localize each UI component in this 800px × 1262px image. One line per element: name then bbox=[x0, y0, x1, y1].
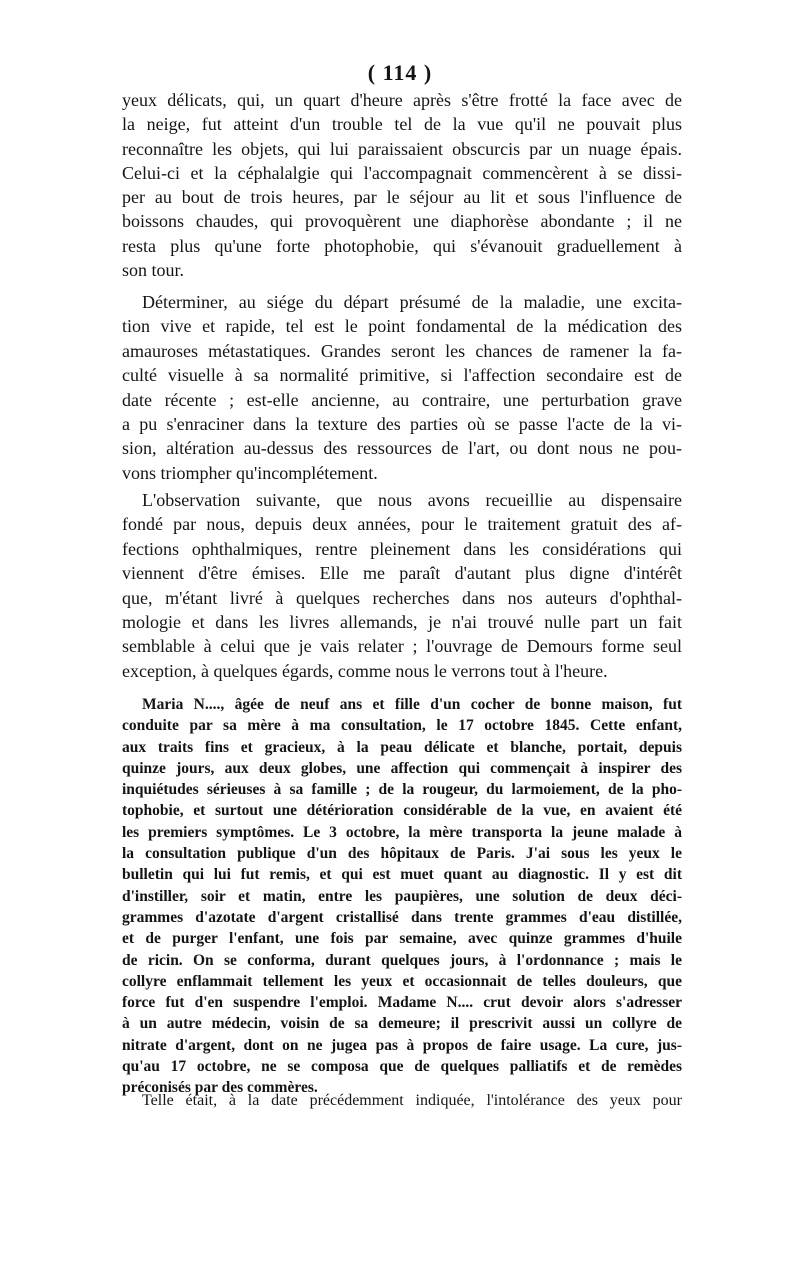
text-line: reconnaître les objets, qui lui paraissaient obscurcis par un nuage épais. bbox=[122, 138, 682, 159]
text-line: fondé par nous, depuis deux années, pour le traitement gratuit des af- bbox=[122, 514, 682, 535]
text-line: préconisés par des commères. bbox=[122, 1079, 318, 1097]
text-line: qu'au 17 octobre, ne se composa que de quelques palliatifs et de remèdes bbox=[122, 1058, 682, 1076]
text-line: boissons chaudes, qui provoquèrent une diaphorèse abondante ; il ne bbox=[122, 211, 682, 232]
text-line: per au bout de trois heures, par le séjour au lit et sous l'influence de bbox=[122, 187, 682, 208]
text-line: date récente ; est-elle ancienne, au contraire, une perturbation grave bbox=[122, 389, 682, 410]
text-line: tophobie, et surtout une détérioration considérable de la vue, en avaient été bbox=[122, 802, 682, 820]
text-line: de ricin. On se conforma, durant quelques jours, à l'ordonnance ; mais le bbox=[122, 951, 682, 969]
text-line: Telle était, à la date précédemment indiquée, l'intolérance des yeux pour bbox=[142, 1092, 682, 1109]
text-line: collyre enflammait tellement les yeux et occasionnait de telles douleurs, que bbox=[122, 972, 682, 990]
text-line: force fut d'en suspendre l'emploi. Madame N.... crut devoir alors s'adresser bbox=[122, 994, 682, 1012]
text-line: Maria N...., âgée de neuf ans et fille d'un cocher de bonne maison, fut bbox=[142, 696, 682, 713]
paragraph-1 bbox=[122, 88, 682, 282]
paragraph-3 bbox=[122, 488, 682, 683]
text-line: sion, altération au-dessus des ressources de l'art, ou dont nous ne pou- bbox=[122, 438, 682, 459]
text-line: Celui-ci et la céphalalgie qui l'accompagnait commencèrent à se dissi- bbox=[122, 162, 682, 183]
paragraph-2 bbox=[122, 290, 682, 485]
text-line: inquiétudes sérieuses à sa famille ; de la rougeur, du larmoiement, de la pho- bbox=[122, 781, 682, 799]
paragraph-5 bbox=[122, 1090, 682, 1112]
page-number: ( 114 ) bbox=[367, 60, 433, 85]
text-line: d'instiller, soir et matin, entre les paupières, une solution de deux déci- bbox=[122, 887, 682, 905]
text-line: quinze jours, aux deux globes, une affection qui commençait à inspirer des bbox=[122, 759, 682, 777]
text-line: grammes d'azotate d'argent cristallisé dans trente grammes d'eau distillée, bbox=[122, 908, 682, 926]
text-line: exception, à quelques égards, comme nous le verrons tout à l'heure. bbox=[122, 660, 608, 681]
text-line: les premiers symptômes. Le 3 octobre, la mère transporta la jeune malade à bbox=[122, 823, 682, 841]
text-line: nitrate d'argent, dont on ne jugea pas à propos de faire usage. La cure, jus- bbox=[122, 1036, 682, 1054]
text-line: semblable à celui que je vais relater ; l'ouvrage de Demours forme seul bbox=[122, 636, 682, 657]
text-line: a pu s'enraciner dans la texture des parties où se passe l'acte de la vi- bbox=[122, 414, 682, 435]
text-line: vons triompher qu'incomplétement. bbox=[122, 462, 378, 483]
text-line: yeux délicats, qui, un quart d'heure après s'être frotté la face avec de bbox=[122, 90, 682, 110]
text-line: fections ophthalmiques, rentre pleinement dans les considérations qui bbox=[122, 538, 682, 559]
text-line: bulletin qui lui fut remis, et qui est muet quant au diagnostic. Il y est dit bbox=[122, 866, 682, 884]
text-line: conduite par sa mère à ma consultation, le 17 octobre 1845. Cette enfant, bbox=[122, 717, 682, 735]
text-line: aux traits fins et gracieux, à la peau délicate et blanche, portait, depuis bbox=[122, 738, 682, 756]
text-line: L'observation suivante, que nous avons recueillie au dispensaire bbox=[142, 490, 682, 510]
text-line: et de purger l'enfant, une fois par semaine, avec quinze grammes d'huile bbox=[122, 930, 682, 948]
text-line: la consultation publique d'un des hôpitaux de Paris. J'ai sous les yeux le bbox=[122, 845, 682, 863]
text-line: tion vive et rapide, tel est le point fondamental de la médication des bbox=[122, 316, 682, 337]
text-line: culté visuelle à sa normalité primitive, si l'affection secondaire est de bbox=[122, 365, 682, 386]
text-line: resta plus qu'une forte photophobie, qui s'évanouit graduellement à bbox=[122, 235, 682, 256]
case-observation-paragraph bbox=[122, 694, 682, 1099]
text-line: Déterminer, au siége du départ présumé de la maladie, une excita- bbox=[142, 292, 682, 312]
text-line: la neige, fut atteint d'un trouble tel de la vue qu'il ne pouvait plus bbox=[122, 114, 682, 135]
text-line: à un autre médecin, voisin de sa demeure; il prescrivit aussi un collyre de bbox=[122, 1015, 682, 1033]
text-line: que, m'étant livré à quelques recherches dans nos auteurs d'ophthal- bbox=[122, 587, 682, 608]
text-line: son tour. bbox=[122, 260, 185, 281]
text-line: mologie et dans les livres allemands, je n'ai trouvé nulle part un fait bbox=[122, 612, 682, 633]
text-line: amauroses métastatiques. Grandes seront les chances de ramener la fa- bbox=[122, 340, 682, 361]
text-line: viennent d'être émises. Elle me paraît d'autant plus digne d'intérêt bbox=[122, 563, 682, 584]
